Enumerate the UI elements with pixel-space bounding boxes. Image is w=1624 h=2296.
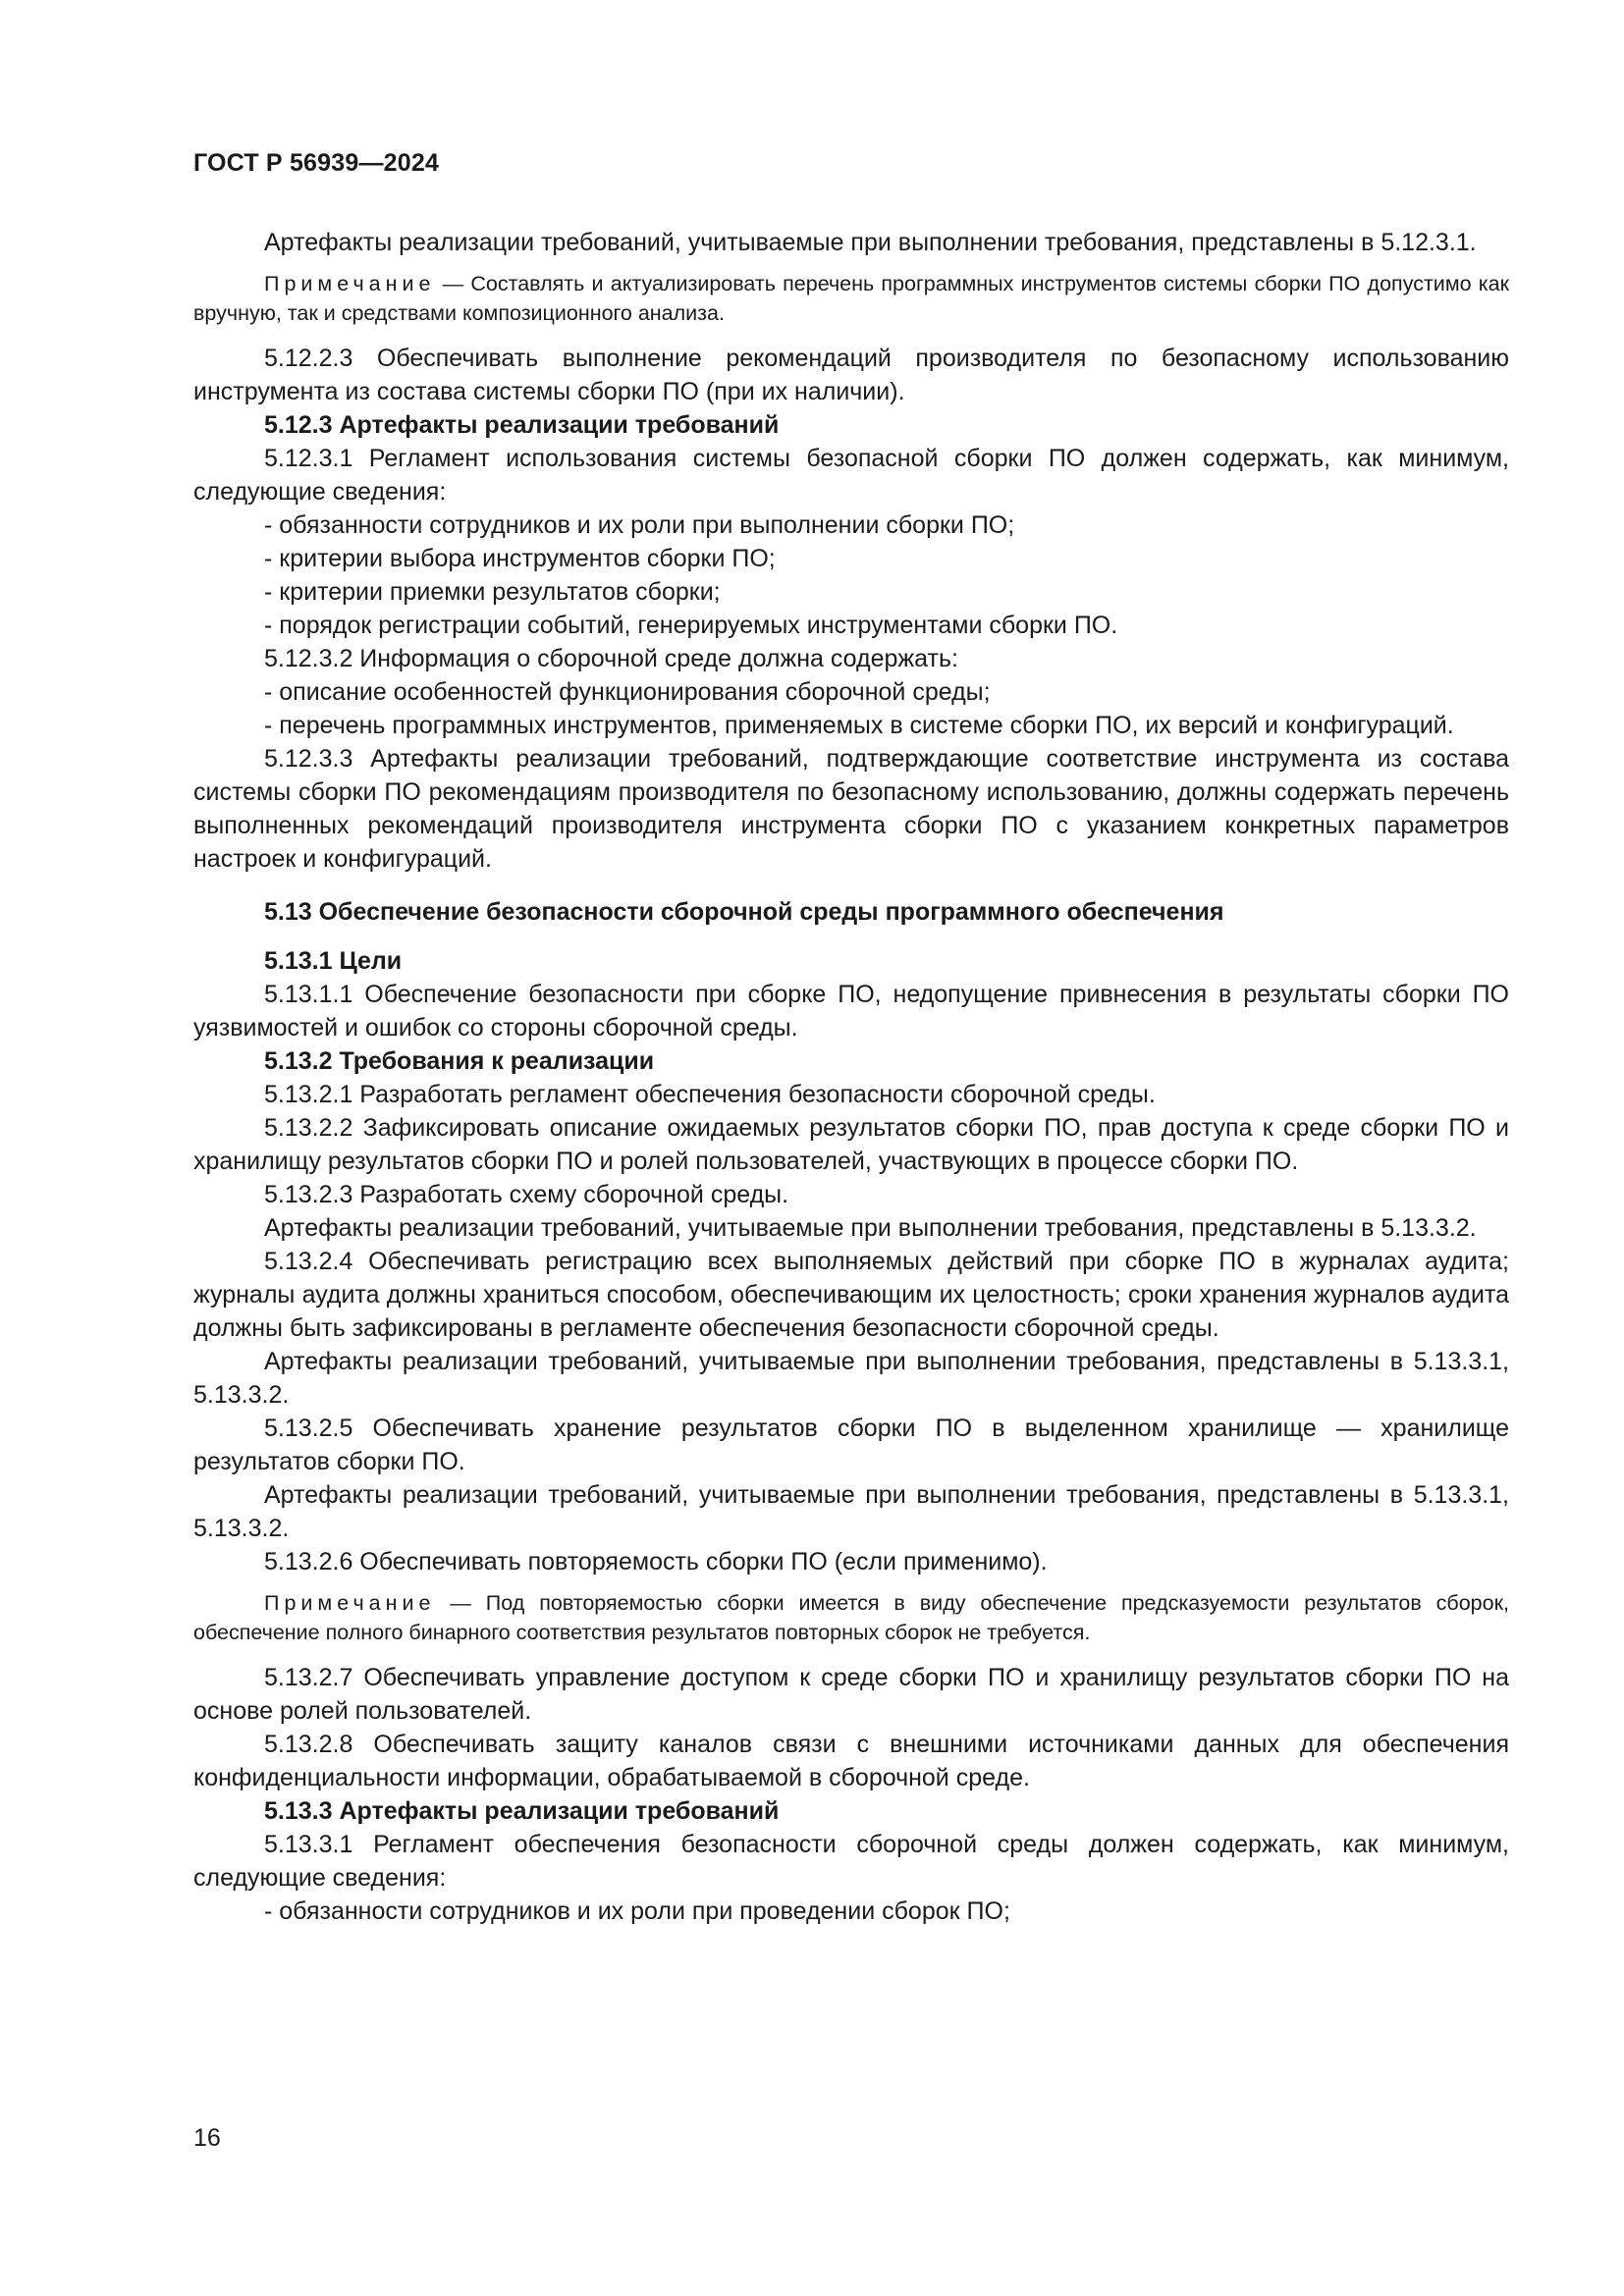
list-item: - обязанности сотрудников и их роли при выполнении сборки ПО; [264,511,1015,539]
paragraph: 5.13.2.8 Обеспечивать защиту каналов связи с внешними источниками данных для обеспечения конфиденциальности информации, обрабатываемой в сборочной среде. [193,1731,1509,1791]
paragraph: Артефакты реализации требований, учитываемые при выполнении требования, представлены в 5.13.3.1, 5.13.3.2. [193,1481,1509,1542]
list-item: - критерии выбора инструментов сборки ПО; [264,545,776,572]
heading-5-13: 5.13 Обеспечение безопасности сборочной среды программного обеспечения [264,898,1224,926]
heading-5-13-1: 5.13.1 Цели [264,947,403,975]
paragraph: 5.12.3.1 Регламент использования системы безопасной сборки ПО должен содержать, как минимум, следующие сведения: [193,445,1509,506]
heading-5-13-2: 5.13.2 Требования к реализации [264,1047,655,1075]
standard-header: ГОСТ Р 56939—2024 [193,149,440,177]
list-item: - критерии приемки результатов сборки; [264,578,721,606]
list-item: - порядок регистрации событий, генерируемых инструментами сборки ПО. [264,612,1118,639]
list-item: - перечень программных инструментов, применяемых в системе сборки ПО, их версий и конфигураций. [264,712,1454,739]
paragraph: 5.12.2.3 Обеспечивать выполнение рекомендаций производителя по безопасному использованию инструмента из состава системы сборки ПО (при их наличии). [193,345,1509,405]
paragraph: 5.13.2.4 Обеспечивать регистрацию всех выполняемых действий при сборке ПО в журналах аудита; журналы аудита должны храниться способом, обеспечивающим их целостность; сроки хранения журналов аудита должны быть зафиксированы в регламенте обеспечения безопасности сборочной среды. [193,1248,1509,1342]
paragraph: 5.12.3.3 Артефакты реализации требований, подтверждающие соответствие инструмента из состава системы сборки ПО рекомендациям производителя по безопасному использованию, должны содержать перечень выполненных рекомендаций производителя инструмента сборки ПО с указанием конкретных параметров настроек и конфигураций. [193,745,1509,873]
paragraph: 5.12.3.2 Информация о сборочной среде должна содержать: [264,645,958,672]
note-label: Примечание [264,272,436,295]
paragraph: 5.13.2.3 Разработать схему сборочной среды. [264,1181,789,1208]
paragraph: 5.13.2.7 Обеспечивать управление доступом к среде сборки ПО и хранилищу результатов сборки ПО на основе ролей пользователей. [193,1664,1509,1725]
heading-5-13-3: 5.13.3 Артефакты реализации требований [264,1797,780,1825]
paragraph: 5.13.2.1 Разработать регламент обеспечения безопасности сборочной среды. [264,1081,1156,1108]
note [193,1588,1509,1647]
paragraph: 5.13.3.1 Регламент обеспечения безопасности сборочной среды должен содержать, как минимум, следующие сведения: [193,1831,1509,1892]
note-text: — Составлять и актуализировать перечень программных инструментов системы сборки ПО допустимо как вручную, так и средствами композиционного анализа. [193,272,1510,325]
paragraph: Артефакты реализации требований, учитываемые при выполнении требования, представлены в 5.13.3.2. [264,1214,1477,1242]
paragraph: Артефакты реализации требований, учитываемые при выполнении требования, представлены в 5.13.3.1, 5.13.3.2. [193,1348,1509,1409]
heading-5-12-3: 5.12.3 Артефакты реализации требований [264,411,780,439]
paragraph: Артефакты реализации требований, учитываемые при выполнении требования, представлены в 5.12.3.1. [264,229,1477,256]
paragraph: 5.13.2.6 Обеспечивать повторяемость сборки ПО (если применимо). [264,1548,1048,1575]
paragraph: 5.13.2.5 Обеспечивать хранение результатов сборки ПО в выделенном хранилище — хранилище результатов сборки ПО. [193,1415,1509,1475]
list-item: - обязанности сотрудников и их роли при проведении сборок ПО; [264,1897,1010,1925]
note-label: Примечание [264,1591,436,1615]
paragraph: 5.13.1.1 Обеспечение безопасности при сборке ПО, недопущение привнесения в результаты сборки ПО уязвимостей и ошибок со стороны сборочной среды. [193,981,1509,1041]
list-item: - описание особенностей функционирования сборочной среды; [264,678,991,706]
note-text: — Под повторяемостью сборки имеется в виду обеспечение предсказуемости результатов сборок, обеспечение полного бинарного соответствия результатов повторных сборок не требуется. [193,1591,1509,1644]
paragraph: 5.13.2.2 Зафиксировать описание ожидаемых результатов сборки ПО, прав доступа к среде сборки ПО и хранилищу результатов сборки ПО и ролей пользователей, участвующих в процессе сборки ПО. [193,1114,1509,1175]
document-page [193,147,1509,1928]
page-number: 16 [193,2124,221,2152]
note [193,269,1509,328]
